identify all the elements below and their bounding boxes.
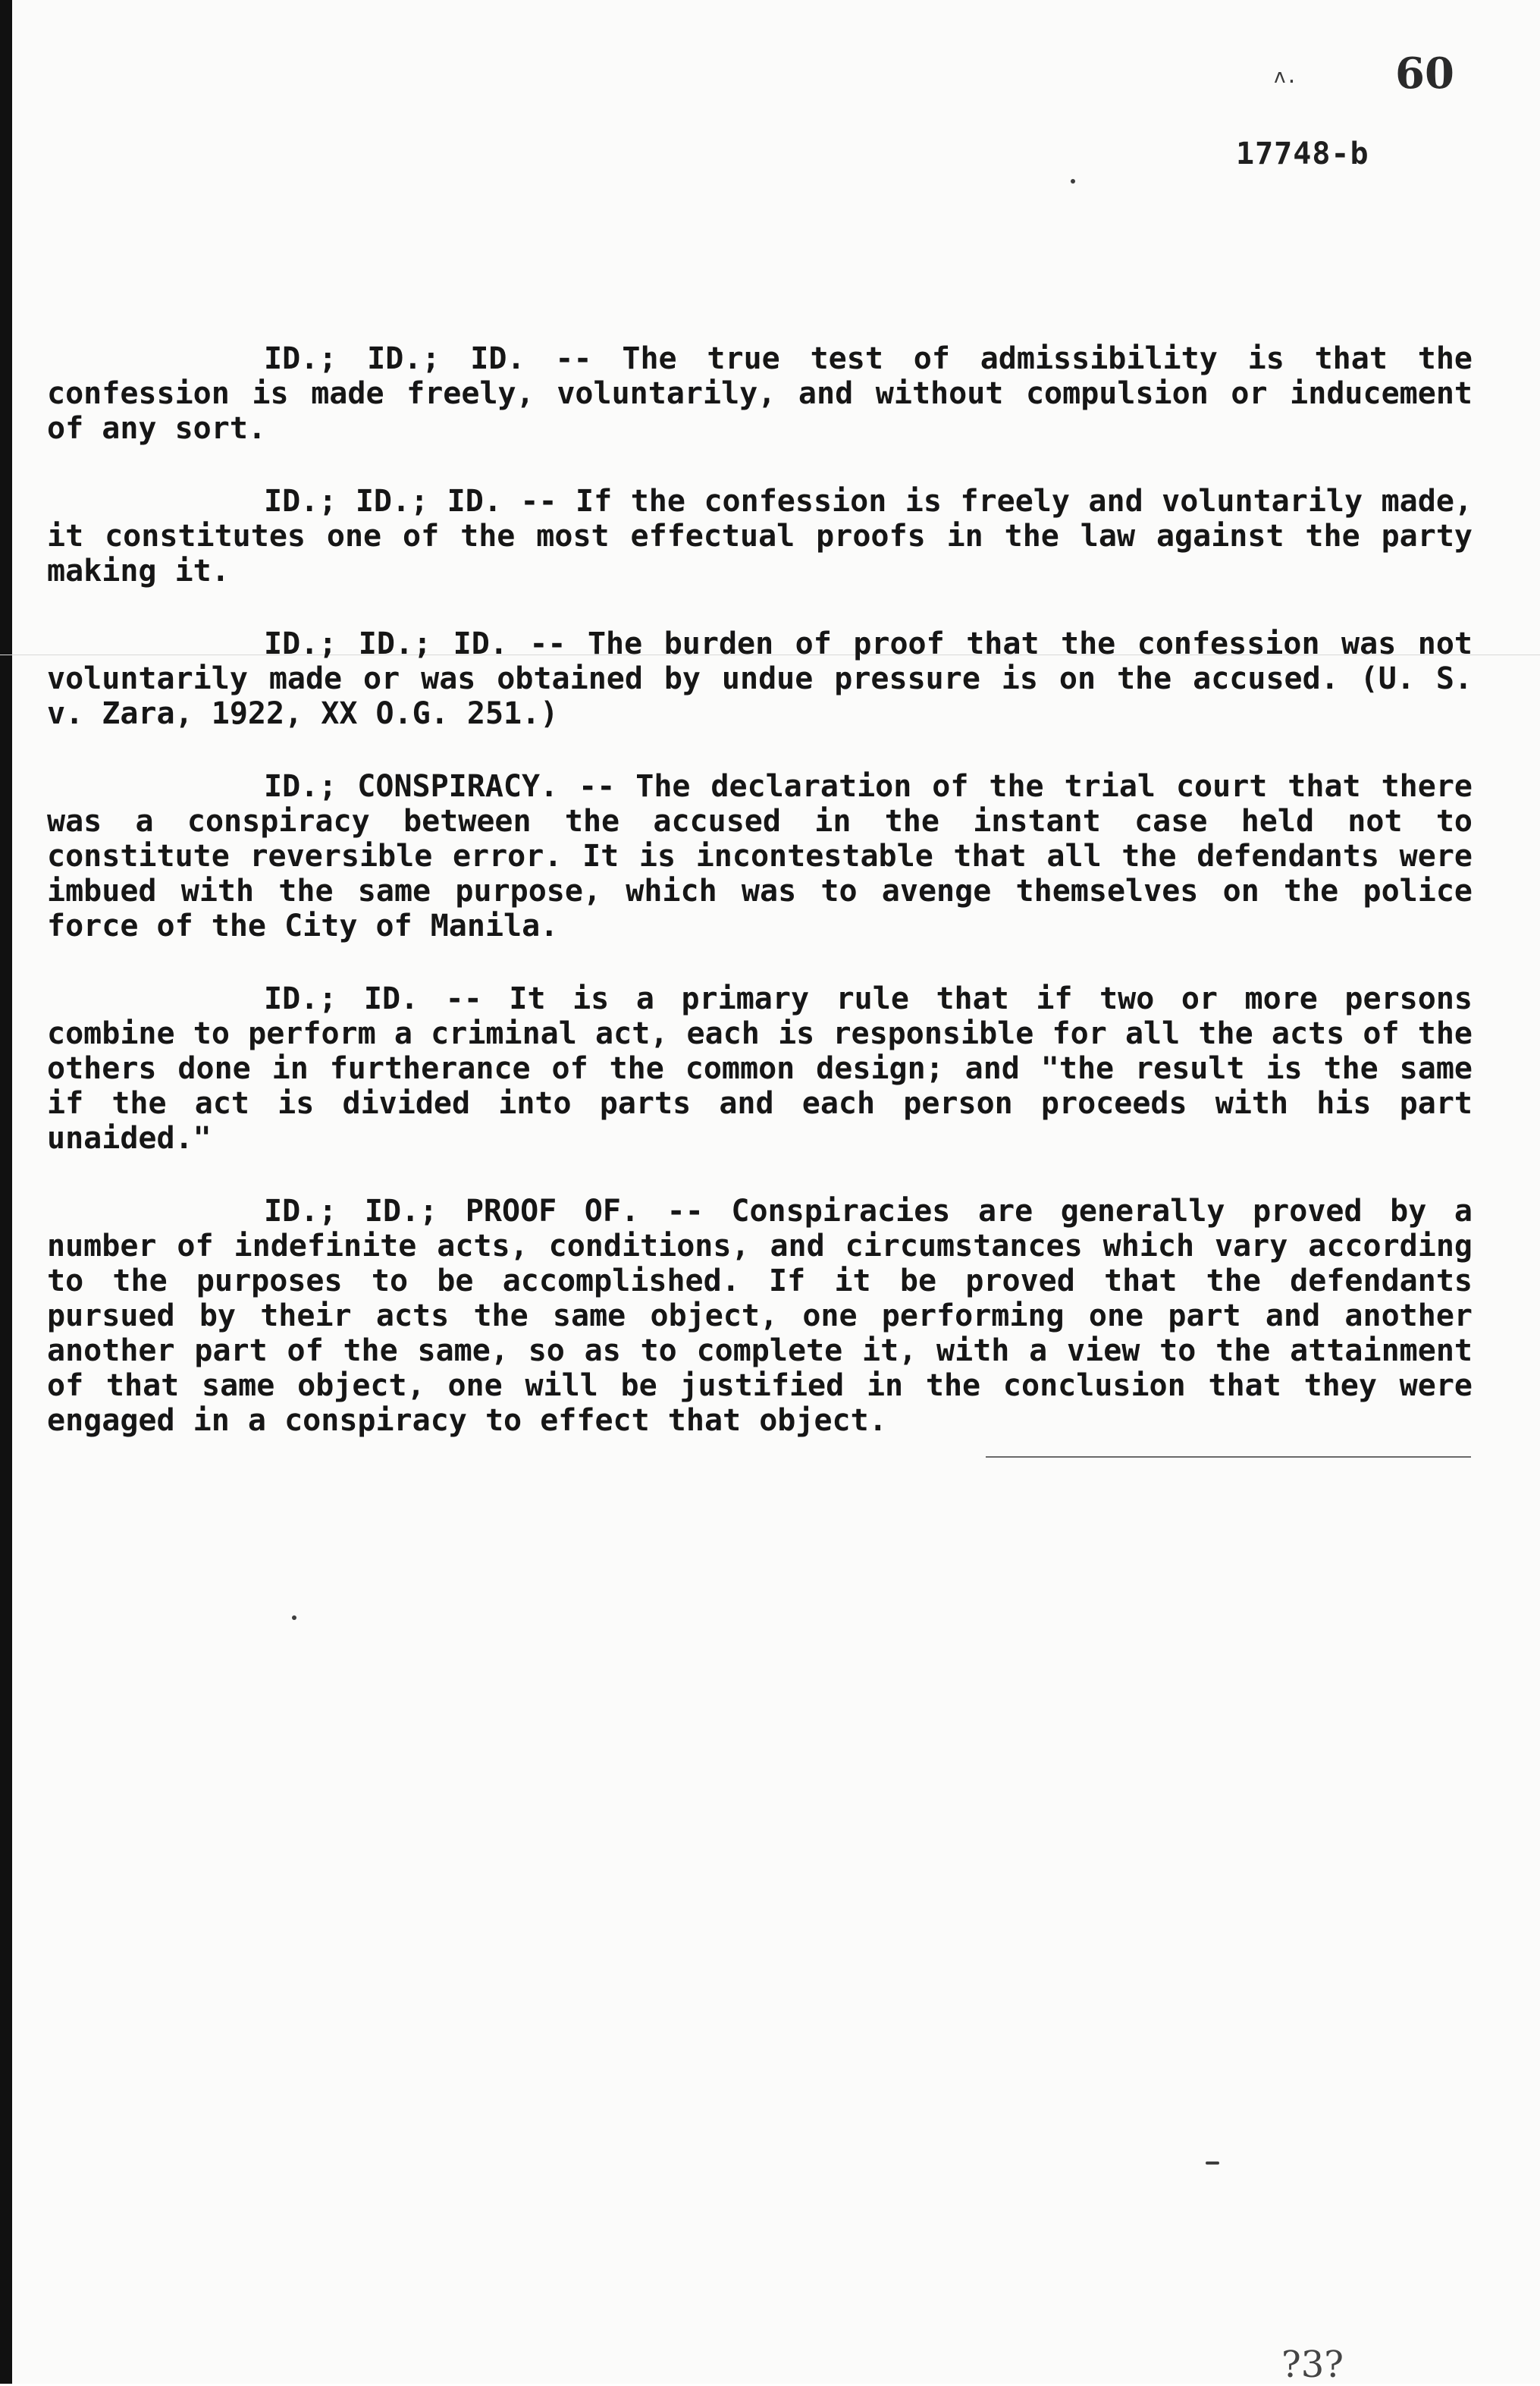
folio-number: 60 [1395, 49, 1454, 99]
speck-mark [1071, 179, 1075, 184]
paragraph-primary-rule: ID.; ID. -- It is a primary rule that if two or more persons combine to perform a criminal act, each is responsible for all the acts of the others done in furtherance of the common design; and "the result is the same if the act is divided into parts and each person proceeds with his part unaided." [47, 981, 1473, 1156]
paragraph-effectual-proof: ID.; ID.; ID. -- If the confession is freely and voluntarily made, it constitutes one of the most effectual proofs in the law against the party making it. [47, 484, 1473, 589]
document-number: 17748-b [1236, 137, 1369, 171]
pencil-underline [986, 1456, 1471, 1458]
paragraph-admissibility: ID.; ID.; ID. -- The true test of admissibility is that the confession is made freely, voluntarily, and without compulsion or inducement of any sort. [47, 341, 1473, 446]
folio-mark: ʌ. [1274, 65, 1298, 88]
paragraph-conspiracy: ID.; CONSPIRACY. -- The declaration of the trial court that there was a conspiracy between the accused in the instant case held not to constitute reversible error. It is incontestable that all the defendants were imbued with the same purpose, which was to avenge themselves on the police force of the City of Manila. [47, 769, 1473, 943]
syllabus-text [47, 341, 1473, 1476]
corner-page-mark: ?3? [1281, 2344, 1344, 2386]
paragraph-proof-of-conspiracy: ID.; ID.; PROOF OF. -- Conspiracies are generally proved by a number of indefinite acts, conditions, and circumstances which vary according to the purposes to be accomplished. If it be proved that the defendants pursued by their acts the same object, one performing one part and another another part of the same, so as to complete it, with a view to the attainment of that same object, one will be justified in the conclusion that they were engaged in a conspiracy to effect that object. [47, 1194, 1473, 1438]
side-stamp [2, 1972, 11, 2381]
paragraph-burden-of-proof: ID.; ID.; ID. -- The burden of proof that the confession was not voluntarily made or was obtained by undue pressure is on the accused. (U. S. v. Zara, 1922, XX O.G. 251.) [47, 626, 1473, 731]
speck-mark [1206, 2162, 1219, 2165]
speck-mark [292, 1615, 296, 1620]
